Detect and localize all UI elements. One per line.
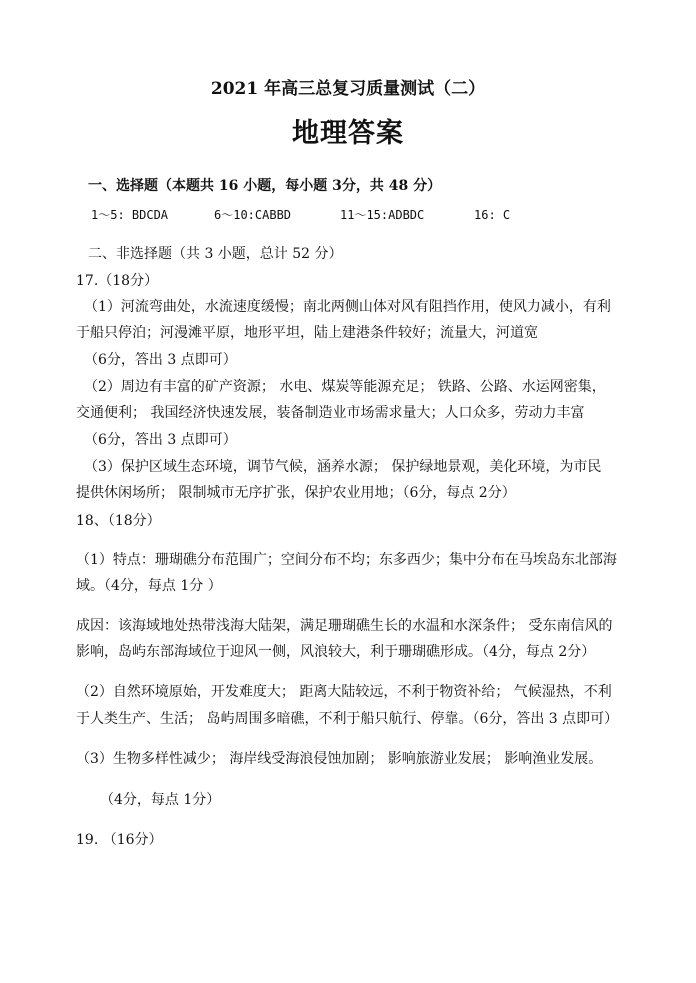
q17-part3-line2: 提供休闲场所； 限制城市无序扩张，保护农业用地；（6分，每点 2分）	[76, 485, 516, 501]
answer-group-2: 6～10:CABBD	[214, 208, 292, 222]
answer-group-1: 1～5: BDCDA	[91, 208, 169, 222]
answer-group-4: 16: C	[474, 208, 511, 222]
page-title: 地理答案	[292, 118, 404, 149]
section2-heading: 二、非选择题（共 3 小题，总计 52 分）	[88, 246, 343, 262]
q17-label: 17.（18分）	[76, 273, 159, 289]
q17-part1-line1: （1）河流弯曲处，水流速度缓慢；南北两侧山体对风有阻挡作用，使风力减小，有利	[84, 299, 611, 315]
q18-part1-line1: （1）特点：珊瑚礁分布范围广；空间分布不均；东多西少；集中分布在马埃岛东北部海	[76, 552, 617, 568]
q19-label: 19. （16分）	[76, 832, 163, 848]
q18-part3-line1: （3）生物多样性减少； 海岸线受海浪侵蚀加剧； 影响旅游业发展； 影响渔业发展。	[76, 751, 603, 767]
q17-part1-line2: 于船只停泊；河漫滩平原，地形平坦，陆上建港条件较好；流量大，河道宽	[76, 325, 538, 341]
q18-cause-line2: 影响，岛屿东部海域位于迎风一侧，风浪较大，利于珊瑚礁形成。（4分，每点 2分）	[76, 644, 596, 660]
q17-part3-line1: （3）保护区域生态环境，调节气候，涵养水源； 保护绿地景观，美化环境，为市民	[84, 459, 602, 475]
exam-subtitle: 2021 年高三总复习质量测试（二）	[210, 79, 486, 99]
q18-cause-line1: 成因：该海域地处热带浅海大陆架，满足珊瑚礁生长的水温和水深条件； 受东南信风的	[76, 618, 613, 634]
section1-heading: 一、选择题（本题共 16 小题，每小题 3分，共 48 分）	[88, 178, 442, 194]
q18-part2-line1: （2）自然环境原始，开发难度大； 距离大陆较远，不利于物资补给； 气候湿热，不利	[76, 684, 612, 700]
q17-part2-line2: 交通便利； 我国经济快速发展，装备制造业市场需求量大；人口众多，劳动力丰富	[76, 405, 585, 421]
q17-part2-line1: （2）周边有丰富的矿产资源； 水电、煤炭等能源充足； 铁路、公路、水运网密集，	[84, 379, 606, 395]
q18-part3-note: （4分，每点 1分）	[100, 792, 221, 808]
q17-part1-note: （6分，答出 3 点即可）	[84, 352, 237, 368]
q18-part2-line2: 于人类生产、生活； 岛屿周围多暗礁，不利于船只航行、停靠。（6分，答出 3 点即可）	[76, 711, 619, 727]
q18-part1-line2: 域。（4分，每点 1分 ）	[76, 578, 222, 594]
q18-label: 18、（18分）	[76, 513, 161, 529]
answer-group-3: 11～15:ADBDC	[340, 208, 425, 222]
q17-part2-note: （6分，答出 3 点即可）	[84, 432, 237, 448]
